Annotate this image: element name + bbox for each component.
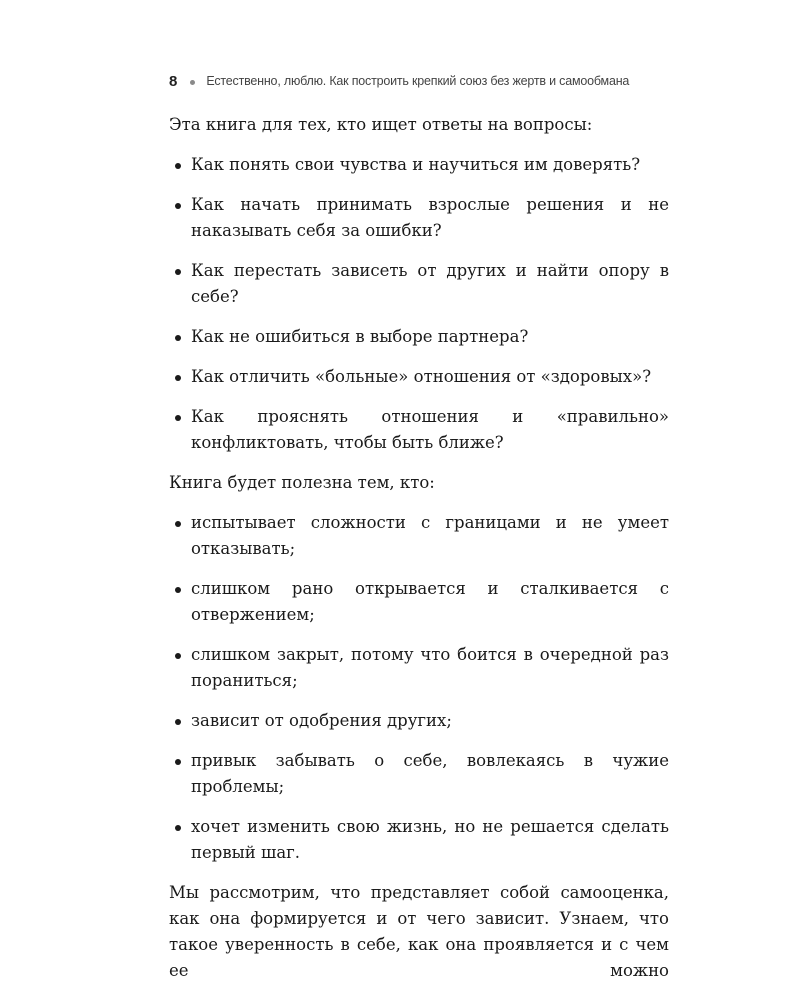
- list-item: Как перестать зависеть от других и найти опору в себе?: [169, 258, 669, 310]
- list-item: слишком закрыт, потому что боится в очередной раз пораниться;: [169, 642, 669, 694]
- list-item: Как не ошибиться в выборе партнера?: [169, 324, 669, 350]
- list-item: Как прояснять отношения и «правильно» конфликтовать, чтобы быть ближе?: [169, 404, 669, 456]
- page-header: [169, 71, 689, 91]
- bullet-icon: [175, 375, 181, 381]
- bullet-icon: [175, 415, 181, 421]
- list-item: Как отличить «больные» отношения от «здоровых»?: [169, 364, 669, 390]
- bullet-icon: [175, 521, 181, 527]
- list-item: слишком рано открывается и сталкивается с отвержением;: [169, 576, 669, 628]
- intro-paragraph-questions: Эта книга для тех, кто ищет ответы на вопросы:: [169, 115, 593, 134]
- closing-paragraph: Мы рассмотрим, что представляет собой самооценка, как она формируется и от чего зависит. Узнаем, что такое уверенность в себе, как она проявляется и с чем ее можно: [169, 883, 669, 980]
- intro-paragraph-audience: Книга будет полезна тем, кто:: [169, 473, 435, 492]
- bullet-icon: [175, 759, 181, 765]
- audience-list: [169, 510, 669, 866]
- separator-dot: [190, 80, 195, 85]
- list-item: хочет изменить свою жизнь, но не решается сделать первый шаг.: [169, 814, 669, 866]
- page-body: [169, 112, 669, 998]
- page-number: 8: [169, 72, 178, 90]
- bullet-icon: [175, 825, 181, 831]
- list-item: испытывает сложности с границами и не умеет отказывать;: [169, 510, 669, 562]
- bullet-icon: [175, 335, 181, 341]
- bullet-icon: [175, 203, 181, 209]
- list-item: привык забывать о себе, вовлекаясь в чужие проблемы;: [169, 748, 669, 800]
- bullet-icon: [175, 269, 181, 275]
- bullet-icon: [175, 587, 181, 593]
- list-item: зависит от одобрения других;: [169, 708, 669, 734]
- questions-list: [169, 152, 669, 456]
- bullet-icon: [175, 719, 181, 725]
- running-title: Естественно, люблю. Как построить крепкий союз без жертв и самообмана: [206, 74, 630, 88]
- list-item: Как понять свои чувства и научиться им доверять?: [169, 152, 669, 178]
- bullet-icon: [175, 653, 181, 659]
- bullet-icon: [175, 163, 181, 169]
- list-item: Как начать принимать взрослые решения и не наказывать себя за ошибки?: [169, 192, 669, 244]
